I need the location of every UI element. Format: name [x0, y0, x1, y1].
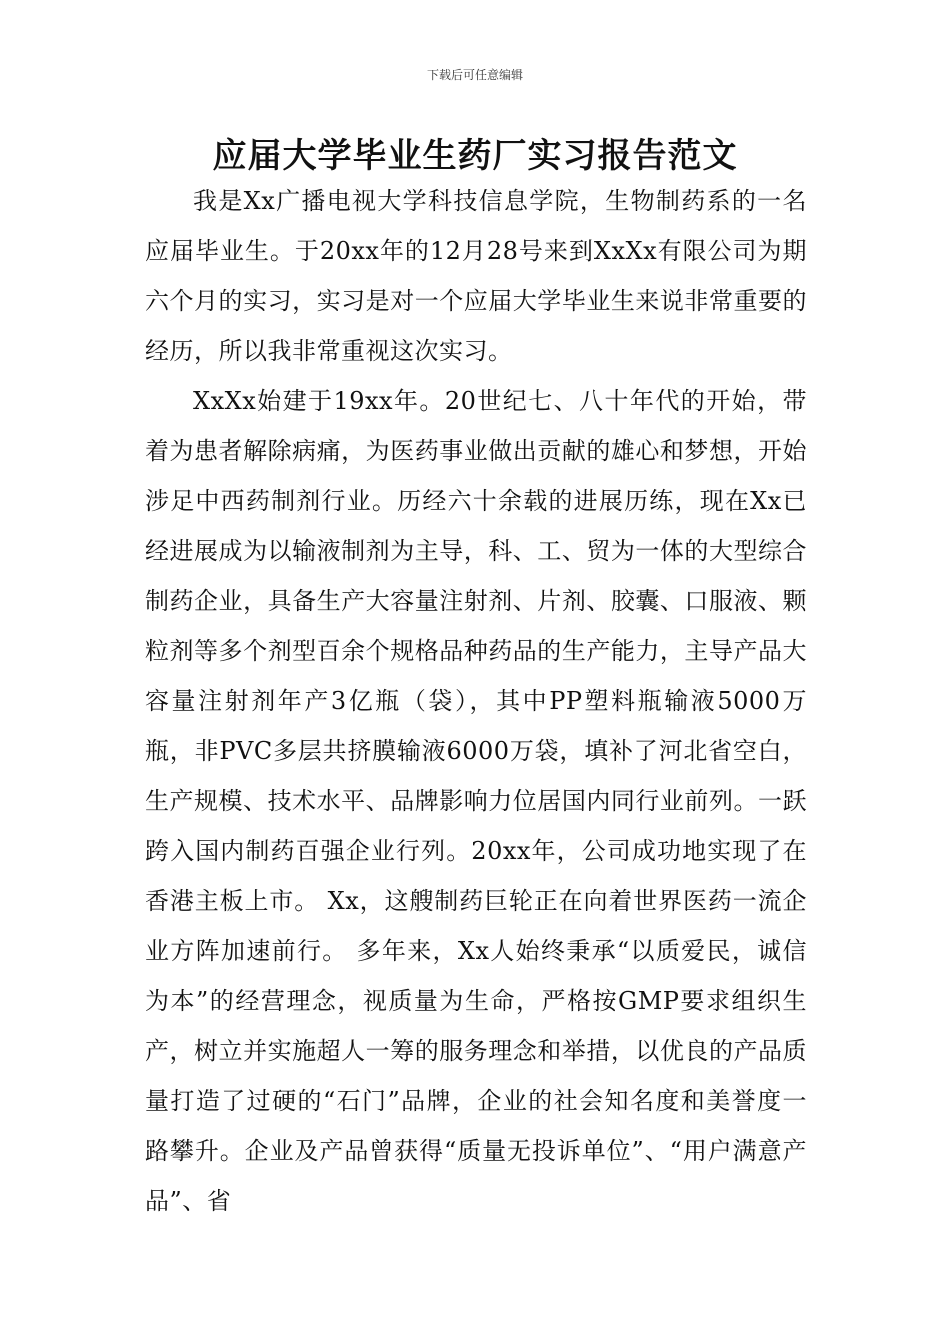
header-note: 下载后可任意编辑 — [426, 68, 523, 82]
paragraph-intro: 我是Xx广播电视大学科技信息学院，生物制药系的一名应届毕业生。于20xx年的12月28号来到XxXx有限公司为期六个月的实习，实习是对一个应届大学毕业生来说非常重要的经历，所以我非常重视这次实习。 — [145, 187, 807, 365]
paragraph-company-history: XxXx始建于19xx年。20世纪七、八十年代的开始，带着为患者解除病痛，为医药事业做出贡献的雄心和梦想，开始涉足中西药制剂行业。历经六十余载的进展历练，现在Xx已经进展成为以输液制剂为主导，科、工、贸为一体的大型综合制药企业，具备生产大容量注射剂、片剂、胶囊、口服液、颗粒剂等多个剂型百余个规格品种药品的生产能力，主导产品大容量注射剂年产3亿瓶（袋），其中PP塑料瓶输液5000万瓶，非PVC多层共挤膜输液6000万袋，填补了河北省空白，生产规模、技术水平、品牌影响力位居国内同行业前列。一跃跨入国内制药百强企业行列。20xx年，公司成功地实现了在香港主板上市。 Xx，这艘制药巨轮正在向着世界医药一流企业方阵加速前行。 多年来，Xx人始终秉承“以质爱民，诚信为本”的经营理念，视质量为生命，严格按GMP要求组织生产，树立并实施超人一筹的服务理念和举措，以优良的产品质量打造了过硬的“石门”品牌，企业的社会知名度和美誉度一路攀升。企业及产品曾获得“质量无投诉单位”、“用户满意产品”、省 — [145, 387, 807, 1215]
document-body — [145, 176, 807, 1226]
document-title: 应届大学毕业生药厂实习报告范文 — [212, 136, 738, 176]
